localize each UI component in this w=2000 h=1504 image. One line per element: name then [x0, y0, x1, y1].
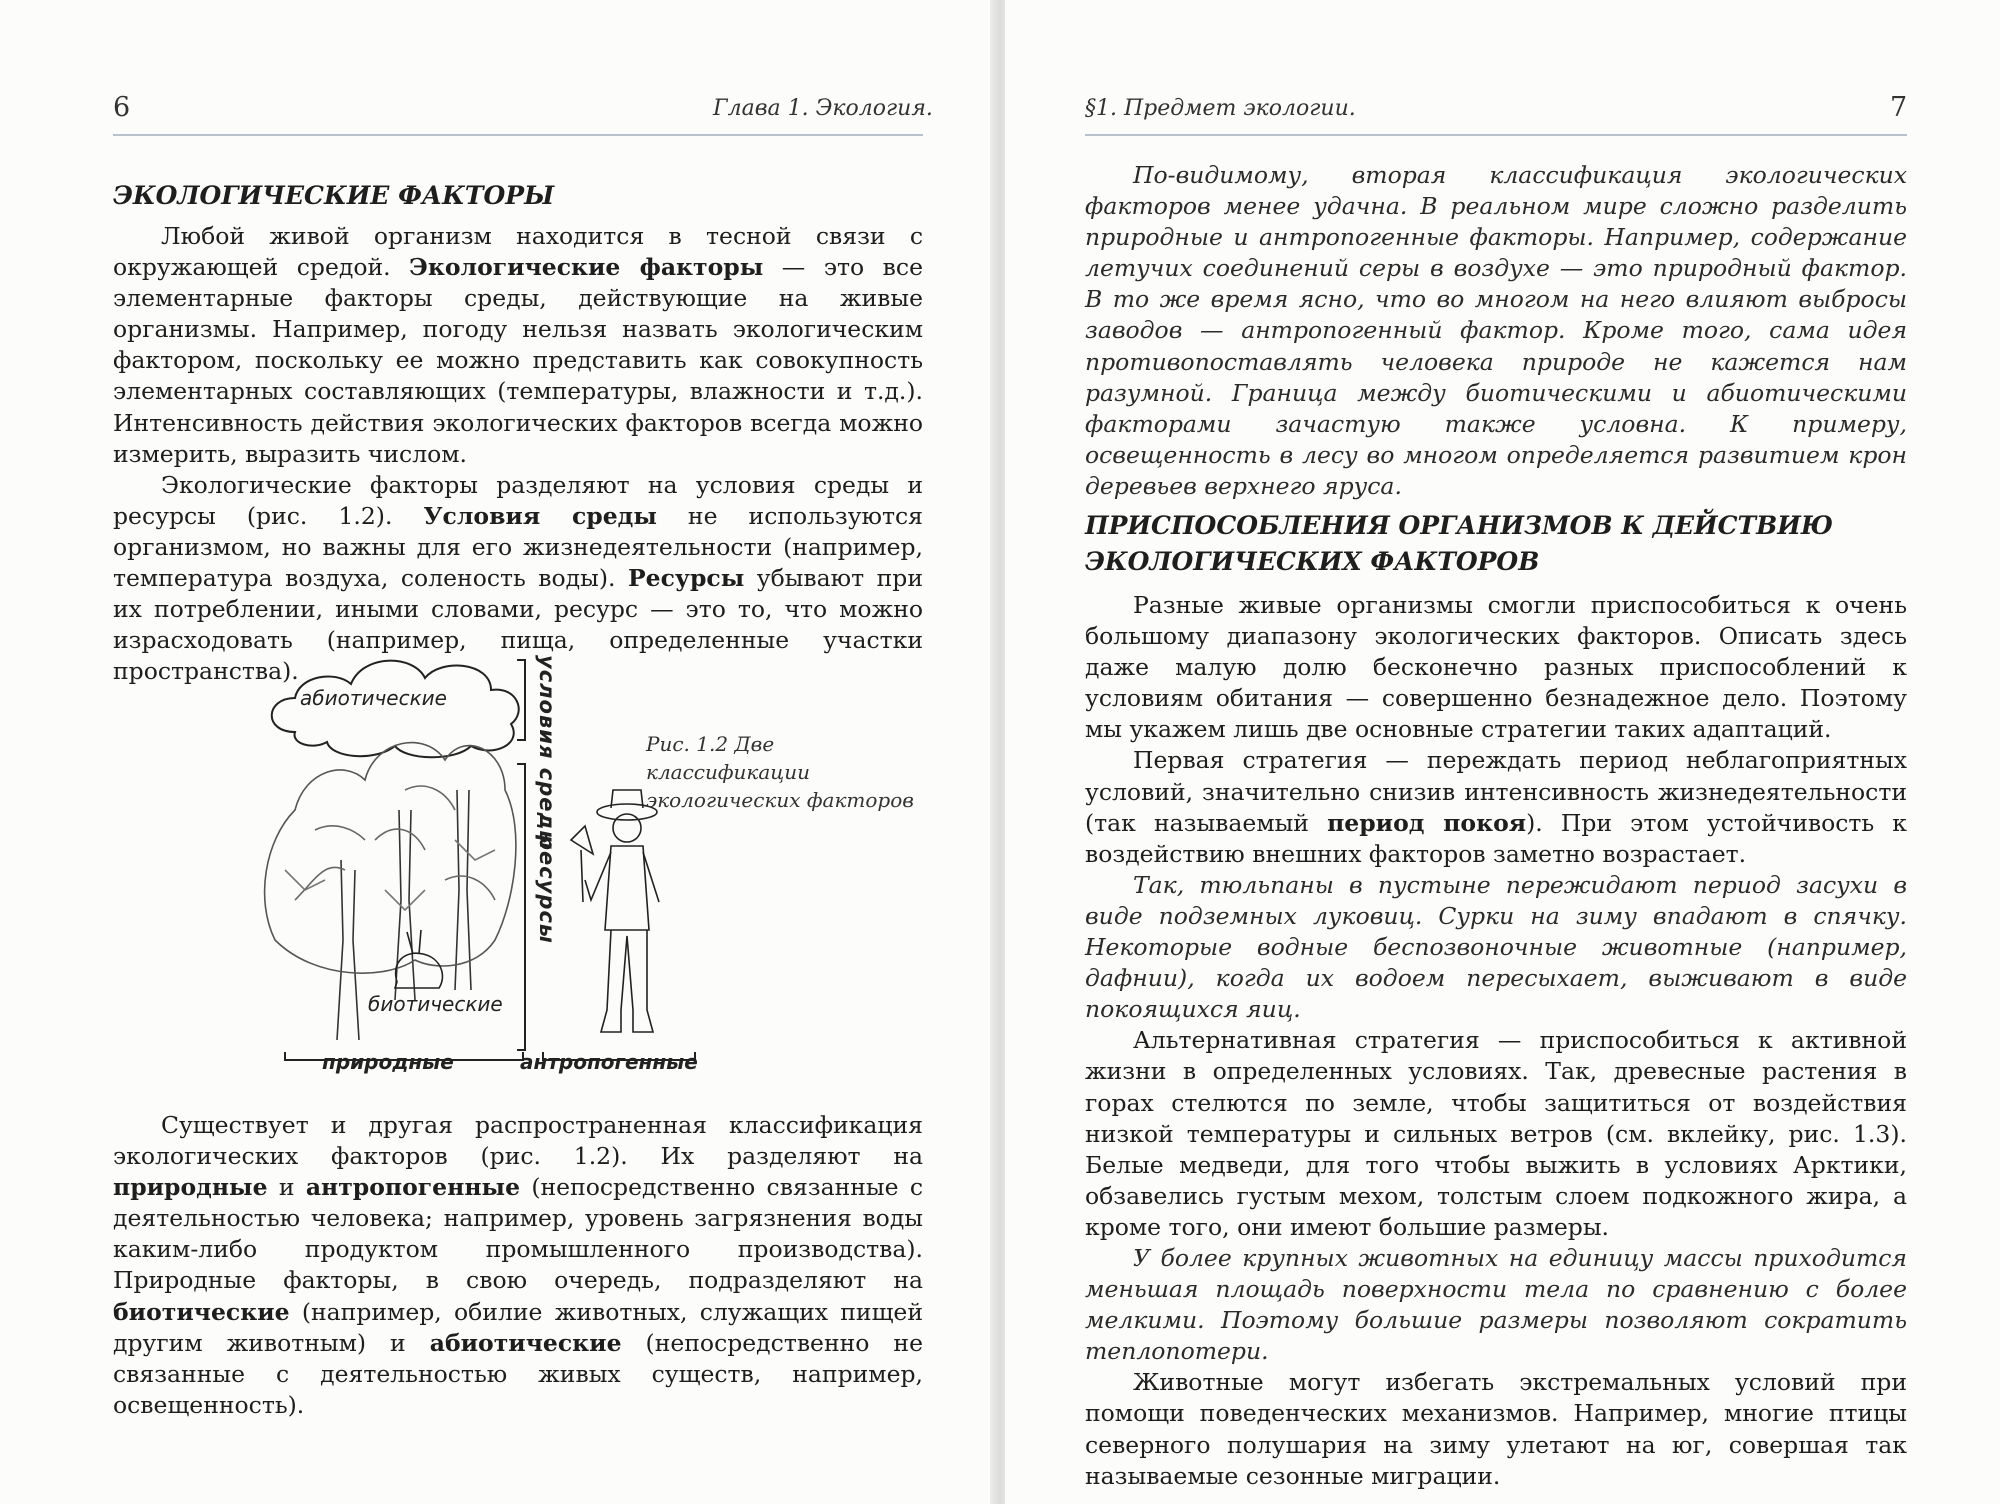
right-page: [1005, 0, 2000, 1504]
running-header: Глава 1. Экология.: [713, 96, 933, 121]
paragraph: Первая стратегия — переждать период неблагоприятных условий, значительно снизив интенсивность жизнедеятельности (так называемый период покоя). При этом устойчивость к воздействию внешних факторов заметно возрастает.: [1085, 746, 1907, 868]
text-block-1: [113, 221, 923, 687]
section-heading: [1085, 508, 1833, 580]
page-number: 6: [113, 92, 131, 123]
paragraph: По-видимому, вторая классификация экологических факторов менее удачна. В реальном мире сложно разделить природные и антропогенные факторы. Например, содержание летучих соединений серы в воздухе — это природный фактор. В то же время ясно, что во многом на него влияют выбросы заводов — антропогенный фактор. Кроме того, сама идея противопоставлять человека природе не кажется нам разумной. Граница между биотическими и абиотическими факторами зачастую также условна. К примеру, освещенность в лесу во многом определяется развитием крон деревьев верхнего яруса.: [1085, 161, 1907, 500]
label-anthropogenic: антропогенные: [520, 1050, 698, 1074]
paragraph: Любой живой организм находится в тесной связи с окружающей средой. Экологические факторы — это все элементарные факторы среды, действующие на живые организмы. Например, погоду нельзя назвать экологическим фактором, поскольку ее можно представить как совокупность элементарных составляющих (температуры, влажности и т.д.). Интенсивность действия экологических факторов всегда можно измерить, выразить числом.: [113, 222, 923, 468]
text-block-2: [1085, 590, 1907, 1492]
label-resources: ресурсы: [535, 835, 559, 944]
paragraph: У более крупных животных на единицу массы приходится меньшая площадь поверхности тела по сравнению с более мелкими. Поэтому большие размеры позволяют сократить теплопотери.: [1085, 1243, 1907, 1366]
hare-drawing: [395, 930, 442, 988]
paragraph: Экологические факторы разделяют на условия среды и ресурсы (рис. 1.2). Условия среды не используются организмом, но важны для его жизнедеятельности (например, температура воздуха, соленость воды). Ресурсы убывают при их потреблении, иными словами, ресурс — это то, что можно израсходовать (например, пища, определенные участки пространства).: [113, 470, 923, 686]
text-block-1: [1085, 160, 1907, 502]
section-heading: ЭКОЛОГИЧЕСКИЕ ФАКТОРЫ: [113, 181, 555, 210]
person-drawing: [571, 790, 659, 1032]
paragraph: Существует и другая распространенная классификация экологических факторов (рис. 1.2). Их разделяют на природные и антропогенные (непосредственно связанные с деятельностью человека; например, уровень загрязнения воды каким-либо продуктом промышленного производства). Природные факторы, в свою очередь, подразделяют на биотические (например, обилие животных, служащих пищей другим животным) и абиотические (непосредственно не связанные с деятельностью живых существ, например, освещенность).: [113, 1111, 923, 1419]
paragraph: Альтернативная стратегия — приспособиться к активной жизни в определенных условиях. Так, древесные растения в горах стелются по земле, чтобы защититься от воздействия низкой температуры и сильных ветров (см. вклейку, рис. 1.3). Белые медведи, для того чтобы выжить в условиях Арктики, обзавелись густым мехом, толстым слоем подкожного жира, а кроме того, они имеют большие размеры.: [1085, 1026, 1907, 1241]
bracket-resources: [517, 764, 525, 1050]
tree-trunk: [337, 860, 359, 1040]
label-natural: природные: [322, 1050, 454, 1074]
paragraph: Животные могут избегать экстремальных условий при помощи поведенческих механизмов. Например, многие птицы северного полушария на зиму улетают на юг, совершая так называемые сезонные миграции.: [1085, 1368, 1907, 1490]
header-rule: [1085, 134, 1907, 136]
label-abiotic: абиотические: [300, 686, 447, 710]
tree-trunk: [455, 790, 471, 990]
bracket-conditions: [517, 660, 525, 740]
header-rule: [113, 134, 923, 136]
tree-trunk: [395, 810, 415, 1000]
label-conditions: условия среды: [535, 655, 559, 851]
text-block-2: [113, 1110, 923, 1421]
heading-line: ЭКОЛОГИЧЕСКИХ ФАКТОРОВ: [1085, 547, 1540, 576]
figure-caption: Рис. 1.2 Две классификации экологических факторов: [646, 732, 914, 812]
left-page: [0, 0, 995, 1504]
page-number: 7: [1890, 92, 1908, 123]
paragraph: Так, тюльпаны в пустыне пережидают период засухи в виде подземных луковиц. Сурки на зиму впадают в спячку. Некоторые водные беспозвоночные животные (например, дафнии), когда их водоем пересыхает, выживают в виде покоящихся яиц.: [1085, 870, 1907, 1024]
label-biotic: биотические: [368, 992, 503, 1016]
heading-line: ПРИСПОСОБЛЕНИЯ ОРГАНИЗМОВ К ДЕЙСТВИЮ: [1085, 511, 1834, 540]
paragraph: Разные живые организмы смогли приспособиться к очень большому диапазону экологических факторов. Описать здесь даже малую долю бесконечно разных приспособлений к условиям обитания — совершенно безнадежное дело. Поэтому мы укажем лишь две основные стратегии таких адаптаций.: [1085, 591, 1907, 744]
running-header: §1. Предмет экологии.: [1085, 96, 1356, 121]
